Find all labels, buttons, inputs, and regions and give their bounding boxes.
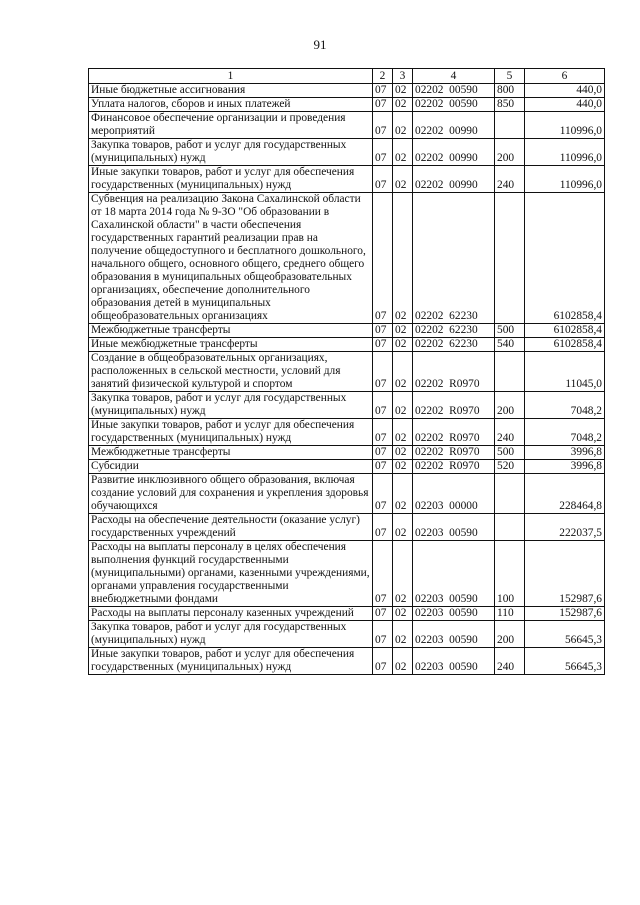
subsection-cell: 02 <box>393 460 413 474</box>
target-article-cell: 02202 R0970 <box>413 419 495 446</box>
expense-type-cell: 540 <box>495 338 525 352</box>
expense-type-cell <box>495 193 525 324</box>
amount-cell: 6102858,4 <box>525 324 605 338</box>
subsection-cell: 02 <box>393 193 413 324</box>
amount-cell: 6102858,4 <box>525 193 605 324</box>
expense-type-cell: 240 <box>495 166 525 193</box>
column-header: 3 <box>393 69 413 84</box>
expense-type-cell <box>495 352 525 392</box>
target-article-cell: 02202 R0970 <box>413 446 495 460</box>
expense-type-cell: 110 <box>495 607 525 621</box>
expense-type-cell: 240 <box>495 648 525 675</box>
section-cell: 07 <box>373 166 393 193</box>
expense-type-cell: 200 <box>495 139 525 166</box>
section-cell: 07 <box>373 446 393 460</box>
row-name-cell: Субсидии <box>89 460 373 474</box>
expense-type-cell <box>495 474 525 514</box>
target-article-cell: 02202 R0970 <box>413 460 495 474</box>
subsection-cell: 02 <box>393 419 413 446</box>
table-row <box>89 166 605 193</box>
target-article-cell: 02202 00990 <box>413 166 495 193</box>
target-article-cell: 02202 R0970 <box>413 392 495 419</box>
section-cell: 07 <box>373 139 393 166</box>
section-cell: 07 <box>373 392 393 419</box>
subsection-cell: 02 <box>393 607 413 621</box>
subsection-cell: 02 <box>393 541 413 607</box>
row-name-cell: Расходы на обеспечение деятельности (оказание услуг) государственных учреждений <box>89 514 373 541</box>
row-name-cell: Уплата налогов, сборов и иных платежей <box>89 98 373 112</box>
table-row <box>89 621 605 648</box>
row-name-cell: Создание в общеобразовательных организациях, расположенных в сельской местности, условий для занятий физической культурой и спортом <box>89 352 373 392</box>
target-article-cell: 02203 00590 <box>413 541 495 607</box>
target-article-cell: 02202 00990 <box>413 139 495 166</box>
target-article-cell: 02203 00590 <box>413 648 495 675</box>
amount-cell: 440,0 <box>525 98 605 112</box>
row-name-cell: Иные закупки товаров, работ и услуг для обеспечения государственных (муниципальных) нужд <box>89 419 373 446</box>
expense-type-cell <box>495 514 525 541</box>
subsection-cell: 02 <box>393 392 413 419</box>
table-row <box>89 338 605 352</box>
amount-cell: 7048,2 <box>525 392 605 419</box>
subsection-cell: 02 <box>393 514 413 541</box>
section-cell: 07 <box>373 193 393 324</box>
row-name-cell: Субвенция на реализацию Закона Сахалинской области от 18 марта 2014 года № 9-ЗО "Об образовании в Сахалинской области" в части обеспечения государственных гарантий реализации прав на получение общедоступного и бесплатного дошкольного, начального общего, основного общего, среднего общего образования в муниципальных общеобразовательных организациях, обеспечение дополнительного образования детей в муниципальных общеобразовательных организациях <box>89 193 373 324</box>
expense-type-cell: 100 <box>495 541 525 607</box>
section-cell: 07 <box>373 324 393 338</box>
subsection-cell: 02 <box>393 474 413 514</box>
column-header: 5 <box>495 69 525 84</box>
row-name-cell: Иные закупки товаров, работ и услуг для обеспечения государственных (муниципальных) нужд <box>89 166 373 193</box>
expense-type-cell: 500 <box>495 324 525 338</box>
subsection-cell: 02 <box>393 112 413 139</box>
target-article-cell: 02202 62230 <box>413 324 495 338</box>
column-header: 1 <box>89 69 373 84</box>
table-row <box>89 98 605 112</box>
subsection-cell: 02 <box>393 324 413 338</box>
section-cell: 07 <box>373 84 393 98</box>
table-row <box>89 392 605 419</box>
expense-type-cell: 800 <box>495 84 525 98</box>
section-cell: 07 <box>373 338 393 352</box>
target-article-cell: 02203 00590 <box>413 607 495 621</box>
expense-type-cell: 520 <box>495 460 525 474</box>
expense-type-cell: 200 <box>495 621 525 648</box>
target-article-cell: 02202 00590 <box>413 84 495 98</box>
section-cell: 07 <box>373 621 393 648</box>
table-row <box>89 474 605 514</box>
subsection-cell: 02 <box>393 446 413 460</box>
expense-type-cell <box>495 112 525 139</box>
row-name-cell: Закупка товаров, работ и услуг для государственных (муниципальных) нужд <box>89 621 373 648</box>
row-name-cell: Финансовое обеспечение организации и проведения мероприятий <box>89 112 373 139</box>
table-row <box>89 460 605 474</box>
amount-cell: 3996,8 <box>525 460 605 474</box>
target-article-cell: 02202 62230 <box>413 338 495 352</box>
target-article-cell: 02203 00590 <box>413 621 495 648</box>
row-name-cell: Развитие инклюзивного общего образования, включая создание условий для сохранения и укрепления здоровья обучающихся <box>89 474 373 514</box>
amount-cell: 56645,3 <box>525 621 605 648</box>
section-cell: 07 <box>373 98 393 112</box>
amount-cell: 110996,0 <box>525 166 605 193</box>
section-cell: 07 <box>373 474 393 514</box>
table-row <box>89 419 605 446</box>
table-header-row <box>89 69 605 84</box>
subsection-cell: 02 <box>393 166 413 193</box>
amount-cell: 11045,0 <box>525 352 605 392</box>
target-article-cell: 02202 00990 <box>413 112 495 139</box>
column-header: 6 <box>525 69 605 84</box>
row-name-cell: Иные межбюджетные трансферты <box>89 338 373 352</box>
amount-cell: 3996,8 <box>525 446 605 460</box>
table-row <box>89 648 605 675</box>
row-name-cell: Иные бюджетные ассигнования <box>89 84 373 98</box>
subsection-cell: 02 <box>393 621 413 648</box>
row-name-cell: Закупка товаров, работ и услуг для государственных (муниципальных) нужд <box>89 139 373 166</box>
table-row <box>89 352 605 392</box>
row-name-cell: Межбюджетные трансферты <box>89 324 373 338</box>
expense-type-cell: 850 <box>495 98 525 112</box>
section-cell: 07 <box>373 607 393 621</box>
budget-table <box>88 68 605 675</box>
table-row <box>89 541 605 607</box>
expense-type-cell: 500 <box>495 446 525 460</box>
table-row <box>89 193 605 324</box>
section-cell: 07 <box>373 352 393 392</box>
subsection-cell: 02 <box>393 139 413 166</box>
amount-cell: 56645,3 <box>525 648 605 675</box>
section-cell: 07 <box>373 419 393 446</box>
table-row <box>89 112 605 139</box>
row-name-cell: Иные закупки товаров, работ и услуг для обеспечения государственных (муниципальных) нужд <box>89 648 373 675</box>
subsection-cell: 02 <box>393 338 413 352</box>
target-article-cell: 02203 00590 <box>413 514 495 541</box>
table-row <box>89 514 605 541</box>
target-article-cell: 02202 00590 <box>413 98 495 112</box>
target-article-cell: 02203 00000 <box>413 474 495 514</box>
amount-cell: 222037,5 <box>525 514 605 541</box>
amount-cell: 228464,8 <box>525 474 605 514</box>
section-cell: 07 <box>373 112 393 139</box>
section-cell: 07 <box>373 541 393 607</box>
amount-cell: 152987,6 <box>525 607 605 621</box>
target-article-cell: 02202 62230 <box>413 193 495 324</box>
section-cell: 07 <box>373 514 393 541</box>
subsection-cell: 02 <box>393 98 413 112</box>
amount-cell: 110996,0 <box>525 112 605 139</box>
table-row <box>89 324 605 338</box>
expense-type-cell: 240 <box>495 419 525 446</box>
row-name-cell: Закупка товаров, работ и услуг для государственных (муниципальных) нужд <box>89 392 373 419</box>
table-row <box>89 446 605 460</box>
amount-cell: 6102858,4 <box>525 338 605 352</box>
row-name-cell: Межбюджетные трансферты <box>89 446 373 460</box>
table-row <box>89 607 605 621</box>
table-row <box>89 139 605 166</box>
column-header: 2 <box>373 69 393 84</box>
target-article-cell: 02202 R0970 <box>413 352 495 392</box>
table-row <box>89 84 605 98</box>
page-number: 91 <box>313 37 327 52</box>
section-cell: 07 <box>373 648 393 675</box>
row-name-cell: Расходы на выплаты персоналу казенных учреждений <box>89 607 373 621</box>
subsection-cell: 02 <box>393 648 413 675</box>
amount-cell: 7048,2 <box>525 419 605 446</box>
amount-cell: 152987,6 <box>525 541 605 607</box>
amount-cell: 440,0 <box>525 84 605 98</box>
subsection-cell: 02 <box>393 352 413 392</box>
amount-cell: 110996,0 <box>525 139 605 166</box>
row-name-cell: Расходы на выплаты персоналу в целях обеспечения выполнения функций государственными (муниципальными) органами, казенными учреждениями, органами управления государственными внебюджетными фондами <box>89 541 373 607</box>
column-header: 4 <box>413 69 495 84</box>
section-cell: 07 <box>373 460 393 474</box>
expense-type-cell: 200 <box>495 392 525 419</box>
subsection-cell: 02 <box>393 84 413 98</box>
